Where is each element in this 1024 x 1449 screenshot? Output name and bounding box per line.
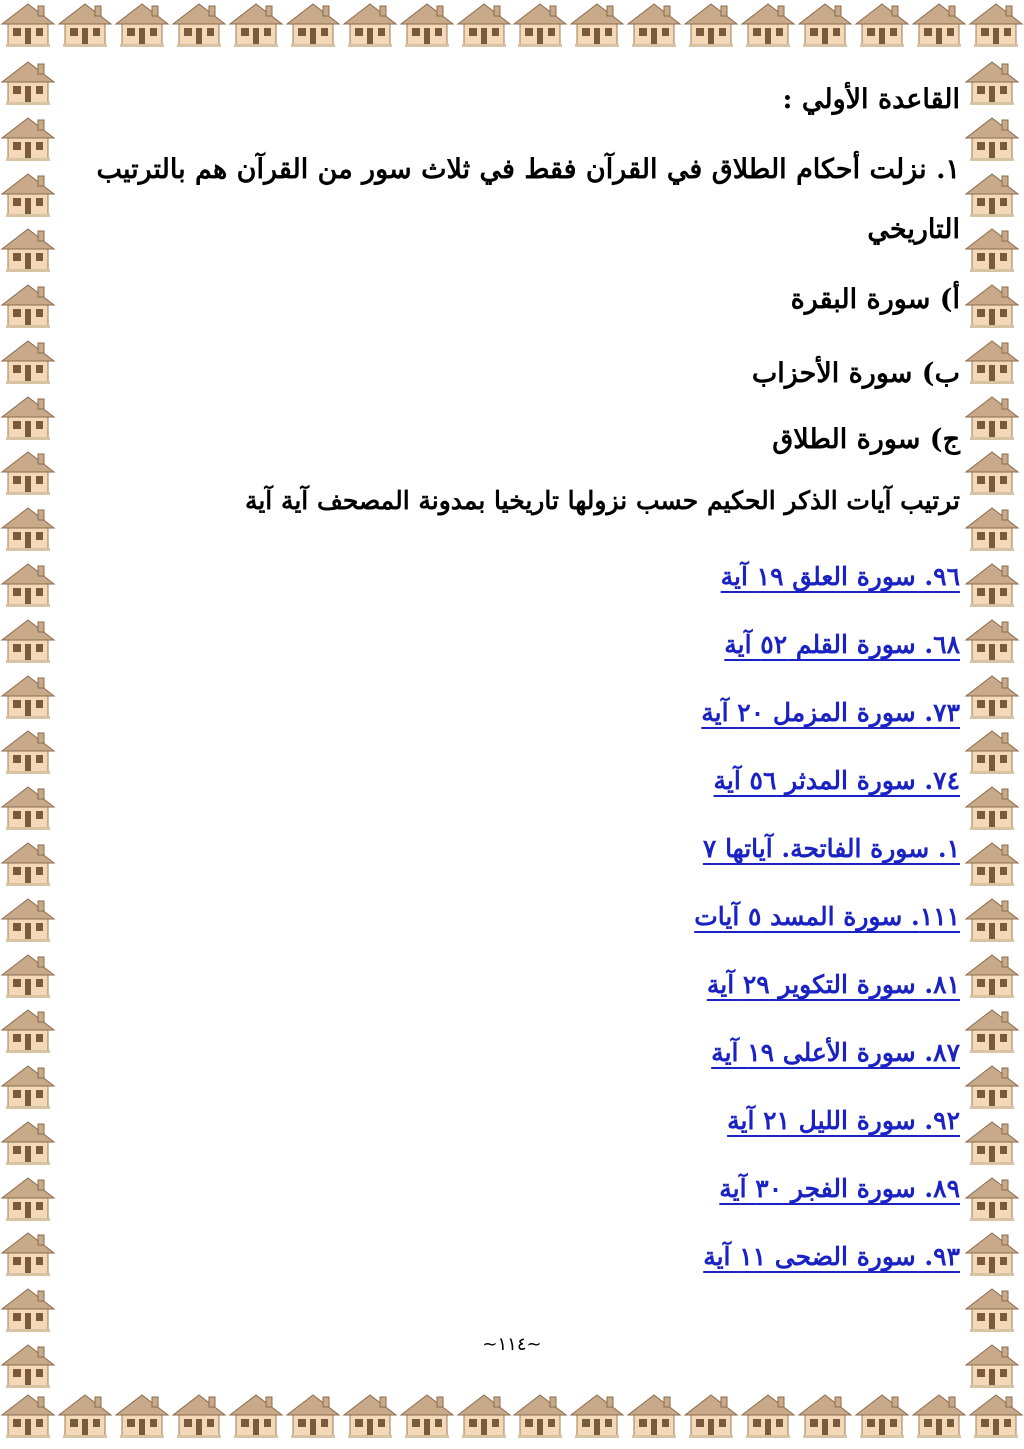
house-icon	[964, 895, 1024, 945]
surah-link[interactable]: ٩٢. سورة الليل ٢١ آية	[727, 1106, 960, 1135]
surah-link[interactable]: ٩٣. سورة الضحى ١١ آية	[703, 1242, 960, 1271]
house-icon	[0, 114, 60, 164]
surah-link[interactable]: ٨٩. سورة الفجر ٣٠ آية	[719, 1174, 960, 1203]
house-icon	[964, 393, 1024, 443]
house-icon	[964, 225, 1024, 275]
paragraph-line-2: التاريخي	[867, 214, 960, 245]
house-icon	[964, 672, 1024, 722]
house-icon	[0, 393, 60, 443]
house-icon	[964, 58, 1024, 108]
house-icon	[964, 1006, 1024, 1056]
house-icon	[0, 672, 60, 722]
surah-link[interactable]: ٨١. سورة التكوير ٢٩ آية	[706, 970, 960, 999]
house-icon	[964, 281, 1024, 331]
surah-link[interactable]: ٦٨. سورة القلم ٥٢ آية	[724, 630, 960, 659]
house-icon	[968, 0, 1024, 58]
house-icon	[0, 448, 60, 498]
house-icon	[964, 1174, 1024, 1224]
house-icon	[964, 337, 1024, 387]
house-icon	[0, 58, 60, 108]
house-icon	[0, 1062, 60, 1112]
surah-link[interactable]: ٧٣. سورة المزمل ٢٠ آية	[701, 698, 960, 727]
house-icon	[964, 1285, 1024, 1335]
house-icon	[964, 1062, 1024, 1112]
house-icon	[964, 560, 1024, 610]
house-icon	[0, 0, 56, 58]
house-icon	[964, 616, 1024, 666]
right-border	[964, 58, 1024, 1391]
house-icon	[964, 114, 1024, 164]
surah-link[interactable]: ١١١. سورة المسد ٥ آيات	[694, 902, 960, 931]
house-icon	[0, 1006, 60, 1056]
house-icon	[964, 1118, 1024, 1168]
house-icon	[0, 225, 60, 275]
left-border	[0, 58, 60, 1391]
surah-link[interactable]: ٩٦. سورة العلق ١٩ آية	[720, 562, 960, 591]
order-heading: ترتيب آيات الذكر الحكيم حسب نزولها تاريخيا بمدونة المصحف آية آية	[244, 486, 960, 515]
house-icon	[0, 281, 60, 331]
house-icon	[0, 616, 60, 666]
option-a: أ) سورة البقرة	[790, 284, 960, 315]
house-icon	[968, 1391, 1024, 1449]
page-number: ~١١٤~	[482, 1334, 542, 1355]
house-icon	[964, 839, 1024, 889]
house-icon	[0, 727, 60, 777]
paragraph-line-1: ١. نزلت أحكام الطلاق في القرآن فقط في ثلاث سور من القرآن هم بالترتيب	[96, 154, 960, 185]
surah-link[interactable]: ١. سورة الفاتحة. آياتها ٧	[702, 834, 960, 863]
house-icon	[964, 504, 1024, 554]
house-icon	[0, 839, 60, 889]
house-icon	[964, 727, 1024, 777]
option-b: ب) سورة الأحزاب	[751, 358, 960, 389]
surah-link[interactable]: ٨٧. سورة الأعلى ١٩ آية	[711, 1038, 960, 1067]
surah-link[interactable]: ٧٤. سورة المدثر ٥٦ آية	[713, 766, 960, 795]
house-icon	[0, 170, 60, 220]
house-icon	[0, 504, 60, 554]
house-icon	[0, 560, 60, 610]
house-icon	[0, 951, 60, 1001]
house-icon	[0, 1285, 60, 1335]
house-icon	[0, 783, 60, 833]
house-icon	[964, 951, 1024, 1001]
house-icon	[0, 1118, 60, 1168]
house-icon	[0, 1229, 60, 1279]
house-icon	[964, 1229, 1024, 1279]
house-icon	[0, 895, 60, 945]
house-icon	[964, 783, 1024, 833]
house-icon	[964, 448, 1024, 498]
house-icon	[0, 337, 60, 387]
option-c: ج) سورة الطلاق	[772, 424, 960, 455]
house-icon	[964, 170, 1024, 220]
rule-title: القاعدة الأولي :	[782, 84, 960, 115]
house-icon	[0, 1391, 56, 1449]
house-icon	[0, 1174, 60, 1224]
page-content	[70, 0, 960, 1449]
